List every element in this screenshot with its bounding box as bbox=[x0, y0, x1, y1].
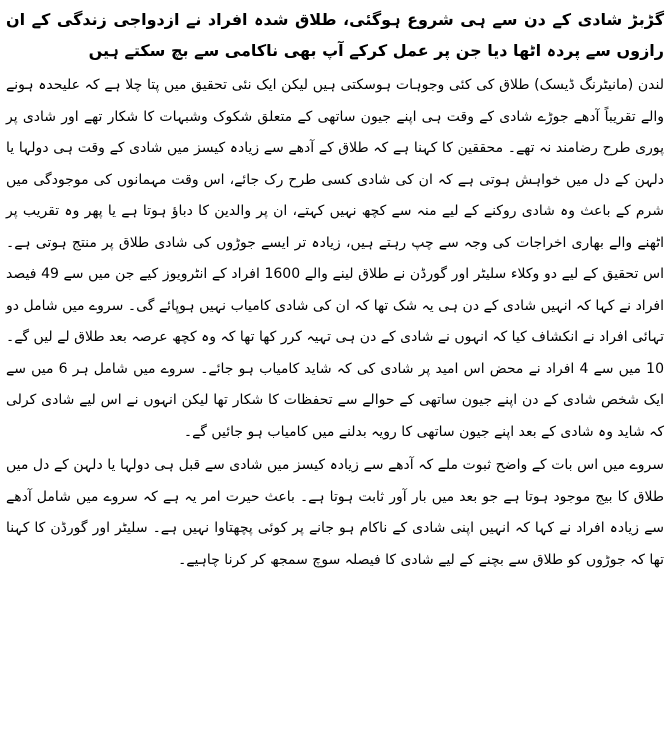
article-paragraph-2: سروے میں اس بات کے واضح ثبوت ملے کہ آدھے سے زیادہ کیسز میں شادی سے قبل ہی دولہا یا دلہن کے دل میں طلاق کا بیج موجود ہوتا ہے جو بعد میں بار آور ثابت ہوتا ہے۔ باعث حیرت امر یہ ہے کہ سروے میں شامل آدھے سے زیادہ افراد نے کہا کہ انہیں اپنی شادی کے ناکام ہو جانے پر کوئی پچھتاوا نہیں ہے۔ سلیٹر اور گورڈن کا کہنا تھا کہ جوڑوں کو طلاق سے بچنے کے لیے شادی کا فیصلہ سوچ سمجھ کر کرنا چاہیے۔ bbox=[6, 457, 664, 568]
article-headline: گڑبڑ شادی کے دن سے ہی شروع ہوگئی، طلاق شدہ افراد نے ازدواجی زندگی کے ان رازوں سے پردہ اٹھا دیا جن پر عمل کرکے آپ بھی ناکامی سے بچ سکتے ہیں bbox=[6, 10, 665, 60]
article-paragraph-1: لندن (مانیٹرنگ ڈیسک) طلاق کی کئی وجوہات ہوسکتی ہیں لیکن ایک نئی تحقیق میں پتا چلا ہے کہ علیحدہ ہونے والے تقریباً آدھے جوڑے شادی کے وقت ہی اپنے جیون ساتھی کے متعلق شکوک وشبہات کا شکار تھے اور شادی پر پوری طرح رضامند نہ تھے۔ محققین کا کہنا ہے کہ طلاق کے آدھے سے زیادہ کیسز میں شادی کے وقت ہی دولہا یا دلہن کے دل میں خواہش ہوتی ہے کہ ان کی شادی کسی طرح رک جائے، اس وقت مہمانوں کی موجودگی میں شرم کے باعث وہ شادی روکنے کے لیے منہ سے کچھ نہیں کہتے، ان پر والدین کا دباؤ ہوتا ہے یا پھر وہ تقریب پر اٹھنے والے بھاری اخراجات کی وجہ سے چپ رہتے ہیں، زیادہ تر ایسے جوڑوں کی شادی طلاق پر منتج ہوتی ہے۔ اس تحقیق کے لیے دو وکلاء سلیٹر اور گورڈن نے طلاق لینے والے 1600 افراد کے انٹرویوز کیے جن میں سے 49 فیصد افراد نے کہا کہ انہیں شادی کے دن ہی یہ شک تھا کہ ان کی شادی کامیاب نہیں ہوپائے گی۔ سروے میں شامل دو تہائی افراد نے انکشاف کیا کہ انہوں نے شادی کے دن ہی تہیہ کرر کھا تھا کہ وہ کچھ عرصہ بعد طلاق لے لیں گے۔ 10 میں سے 4 افراد نے محض اس امید پر شادی کی کہ شاید کامیاب ہو جائے۔ سروے میں شامل ہر 6 میں سے ایک شخص شادی کے دن اپنے جیون ساتھی کے حوالے سے تحفظات کا شکار تھا لیکن انہوں نے اس لیے شادی کرلی کہ شاید وہ شادی کے بعد اپنے جیون ساتھی کا رویہ بدلنے میں کامیاب ہو جائیں گے۔ bbox=[6, 77, 664, 440]
